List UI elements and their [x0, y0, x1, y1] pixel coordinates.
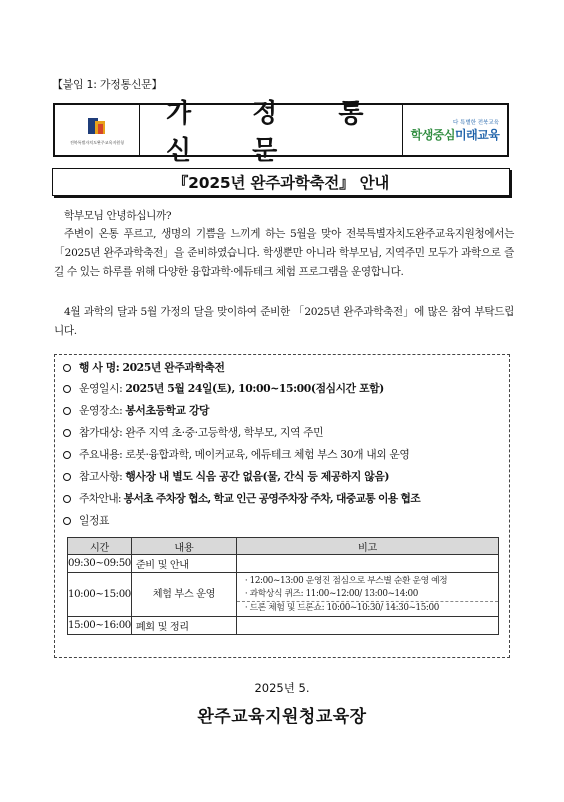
request-paragraph: 4월 과학의 달과 5월 가정의 달을 맞이하여 준비한 「2025년 완주과학축전」에 많은 참여 부탁드립니다.: [54, 306, 514, 337]
bullet-circle-icon: [63, 473, 71, 481]
bullet-circle-icon: [63, 495, 71, 503]
row-time: 10:00~15:00: [68, 573, 132, 617]
header-notes: 비고: [236, 538, 498, 555]
info-item-target: 참가대상: 완주 지역 초·중·고등학생, 학부모, 지역 주민: [63, 425, 323, 440]
issue-date: 2025년 5.: [254, 681, 310, 695]
info-item-name: 행 사 명: 2025년 완주과학축전: [63, 360, 224, 375]
info-item-place: 운영장소: 봉서초등학교 강당: [63, 403, 209, 418]
row-notes: [236, 617, 498, 635]
info-item-content: 주요내용: 로봇·융합과학, 메이커교육, 에듀테크 체험 부스 30개 내외 운영: [63, 447, 409, 462]
row-content: 준비 및 안내: [131, 555, 236, 573]
note-line: · 드론 체험 및 드론쇼: 10:00~10:30/ 14:30~15:00: [237, 601, 498, 615]
row-notes: [236, 555, 498, 573]
greeting: 학부모님 안녕하십니까?: [64, 210, 172, 222]
bullet-circle-icon: [63, 451, 71, 459]
note-line: · 12:00~13:00 운영진 점심으로 부스별 순환 운영 예정: [244, 575, 448, 586]
row-content: 체험 부스 운영: [131, 573, 236, 617]
row-content: 폐회 및 정리: [131, 617, 236, 635]
bullet-circle-icon: [63, 364, 71, 372]
office-logo: [55, 105, 140, 155]
office-logo-caption: 전북특별자치도완주교육지원청: [69, 139, 125, 145]
bullet-circle-icon: [63, 517, 71, 525]
table-row: [68, 573, 499, 617]
bullet-circle-icon: [63, 429, 71, 437]
schedule-header-row: [68, 538, 499, 555]
slogan-part-2: 미래교육: [455, 127, 500, 142]
event-banner: 『2025년 완주과학축전』 안내: [52, 168, 510, 196]
event-info-box: [54, 354, 510, 658]
note-line: · 과학상식 퀴즈: 11:00~12:00/ 13:00~14:00: [244, 588, 418, 599]
info-item-notice: 참고사항: 행사장 내 별도 식음 공간 없음(물, 간식 등 제공하지 않음): [63, 469, 389, 484]
header-time: 시간: [68, 538, 132, 555]
newsletter-header: [53, 99, 509, 166]
row-notes: [236, 573, 498, 617]
intro-paragraph: 주변이 온통 푸르고, 생명의 기쁨을 느끼게 하는 5월을 맞아 전북특별자치도완주교육지원청에서는 「2025년 완주과학축전」을 준비하였습니다. 학생뿐만 아니라 학부모님, 지역주민 모두가 과학으로 즐길 수 있는 하루를 위해 다양한 융합과학·에듀테크 체험 프로그램을 운영합니다.: [54, 228, 514, 278]
slogan-logo: [402, 105, 507, 155]
bullet-circle-icon: [63, 385, 71, 393]
info-item-parking: 주차안내: 봉서초 주차장 협소, 학교 인근 공영주차장 주차, 대중교통 이용 협조: [63, 491, 420, 506]
signature: 완주교육지원청교육장: [197, 707, 367, 727]
header-content: 내용: [131, 538, 236, 555]
attachment-label: 【붙임 1: 가정통신문】: [52, 78, 163, 91]
row-time: 15:00~16:00: [68, 617, 132, 635]
info-item-schedule: 일정표: [63, 513, 109, 528]
newsletter-title: 가 정 통 신 문: [166, 99, 390, 166]
bullet-circle-icon: [63, 407, 71, 415]
slogan-part-1: 학생중심: [410, 127, 455, 142]
table-row: [68, 617, 499, 635]
schedule-table: [67, 537, 499, 635]
slogan-small: 다 특별한 전북교육: [452, 119, 499, 126]
row-time: 09:30~09:50: [68, 555, 132, 573]
office-logo-icon: [86, 115, 108, 137]
slogan-text: [411, 126, 500, 143]
table-row: [68, 555, 499, 573]
info-item-datetime: 운영일시: 2025년 5월 24일(토), 10:00~15:00(점심시간 포함): [63, 381, 384, 396]
